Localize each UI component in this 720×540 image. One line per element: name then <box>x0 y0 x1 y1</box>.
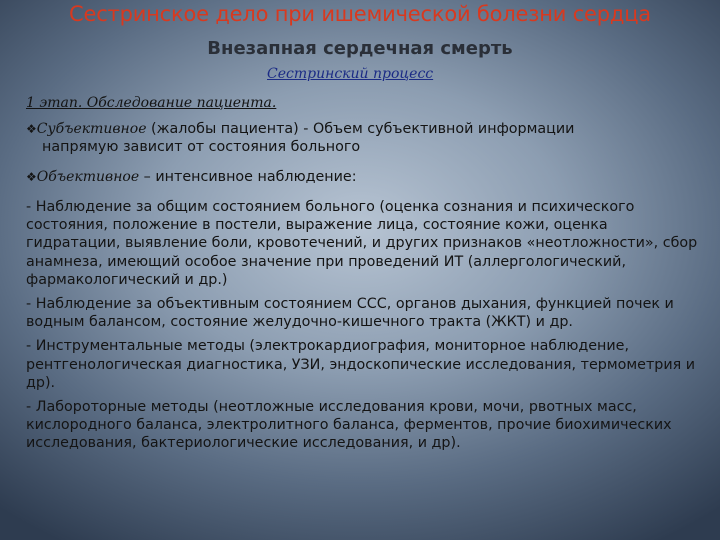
subjective-text: (жалобы пациента) - Объем субъективной информации <box>146 121 575 137</box>
objective-term: Объективное <box>36 169 140 185</box>
subjective-term: Субъективное <box>36 121 147 137</box>
diamond-bullet-icon: ❖ <box>26 122 37 136</box>
subjective-text-continued: напрямую зависит от состояния больного <box>42 139 361 155</box>
objective-text: – интенсивное наблюдение: <box>139 169 357 185</box>
slide-content <box>26 95 706 459</box>
objective-bullet <box>26 168 706 186</box>
stage-heading: 1 этап. Обследование пациента. <box>26 95 277 111</box>
paragraph-general-observation: - Наблюдение за общим состоянием больного (оценка сознания и психического состояния, положение в постели, выражение лица, состояние кожи, оценка гидратации, выявление боли, кровотечений, и других признаков «неотложности», сбор анамнеза, имеющий особое значение при проведений ИТ (аллергологический, фармакологический и др.) <box>26 199 698 288</box>
process-heading: Сестринский процесс <box>267 66 434 82</box>
paragraph-objective-observation: - Наблюдение за объективным состоянием ССС, органов дыхания, функцией почек и водным балансом, состояние желудочно-кишечного тракта (ЖКТ) и др. <box>26 296 674 331</box>
subjective-bullet <box>26 120 706 156</box>
diamond-bullet-icon: ❖ <box>26 170 37 184</box>
paragraph-laboratory-methods: - Лабороторные методы (неотложные исследования крови, мочи, рвотных масс, кислородного баланса, электролитного баланса, ферментов, прочие биохимических исследования, бактериологические исследования, и др). <box>26 399 672 452</box>
slide-title: Сестринское дело при ишемической болезни сердца <box>69 2 651 26</box>
slide-subtitle: Внезапная сердечная смерть <box>207 38 513 59</box>
paragraph-instrumental-methods: - Инструментальные методы (электрокардиография, мониторное наблюдение, рентгенологическая диагностика, УЗИ, эндоскопические исследования, термометрия и др). <box>26 338 696 391</box>
